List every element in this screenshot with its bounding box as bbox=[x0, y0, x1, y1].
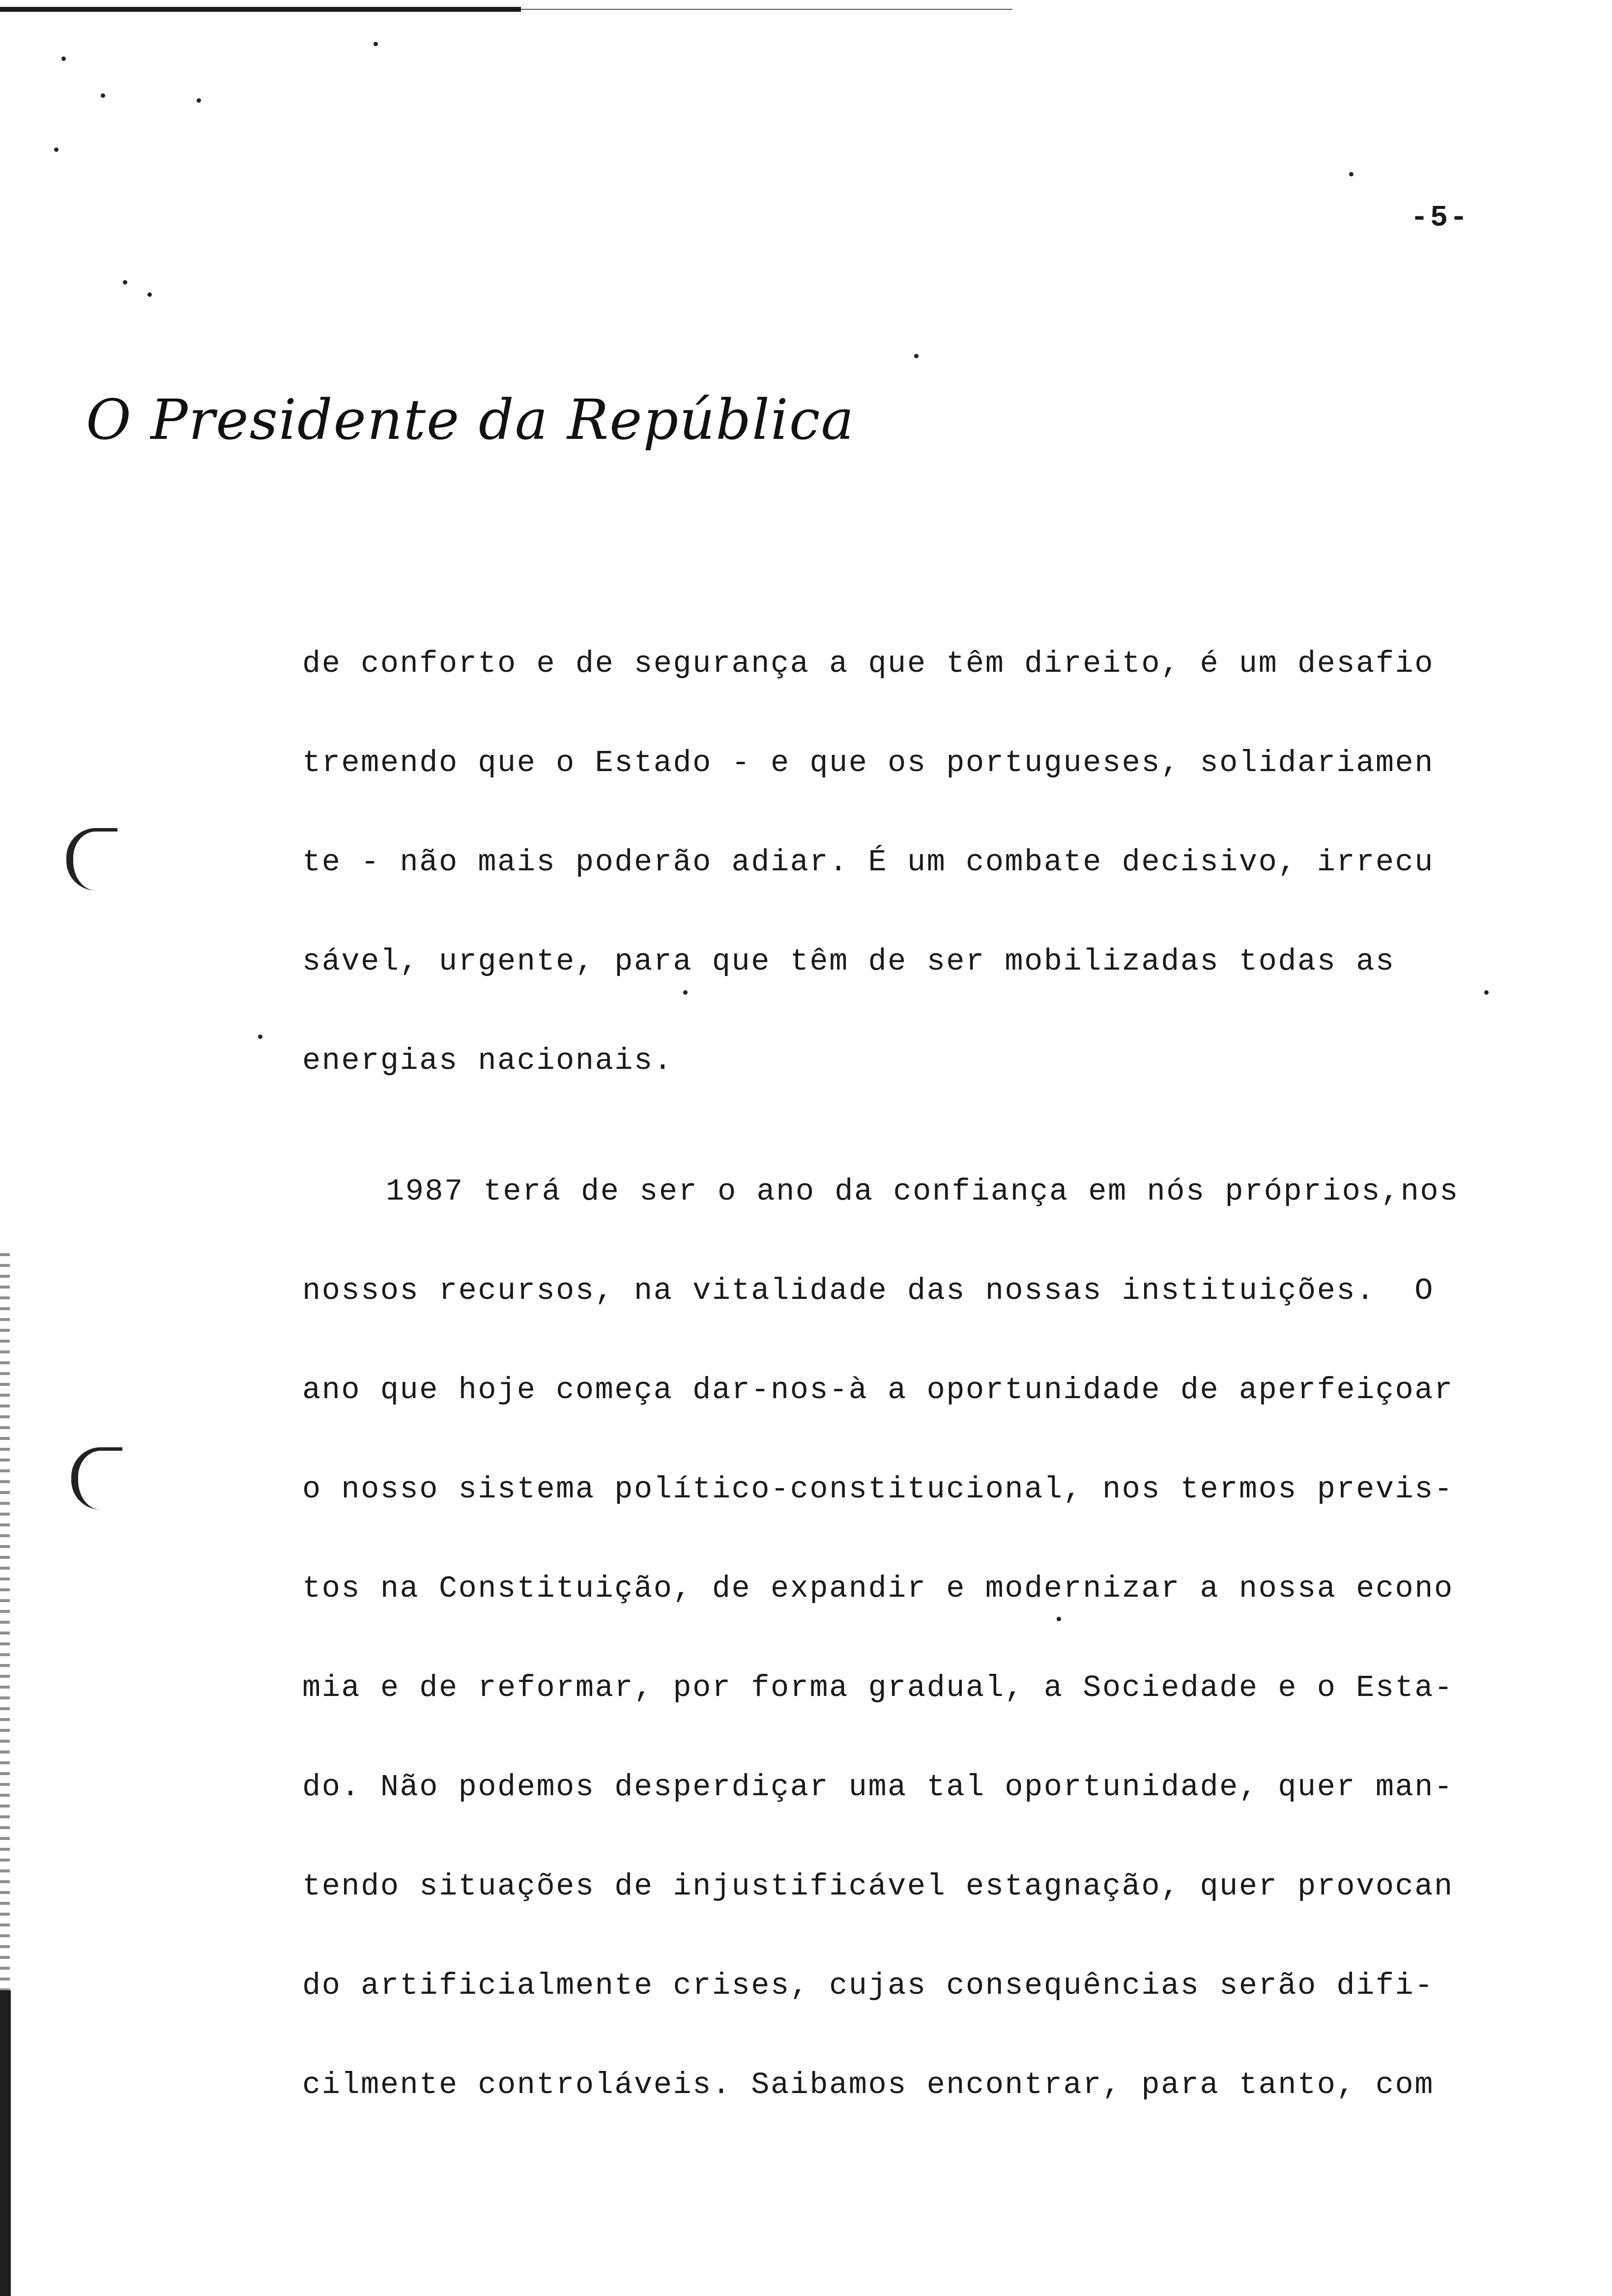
scan-speck bbox=[1349, 172, 1353, 176]
scan-speck bbox=[123, 280, 127, 285]
text-line: tos na Constituição, de expandir e modernizar a nossa econo bbox=[302, 1571, 1454, 1606]
text-line: do artificialmente crises, cujas consequências serão difi- bbox=[302, 1968, 1434, 2003]
text-line: cilmente controláveis. Saibamos encontrar, para tanto, com bbox=[302, 2067, 1434, 2102]
text-line: do. Não podemos desperdiçar uma tal oportunidade, quer man- bbox=[302, 1770, 1454, 1805]
scan-speck bbox=[374, 42, 378, 46]
text-line: 1987 terá de ser o ano da confiança em nós próprios,nos bbox=[386, 1174, 1459, 1209]
text-line: o nosso sistema político-constitucional, nos termos previs- bbox=[302, 1472, 1454, 1507]
scan-speck bbox=[197, 98, 201, 103]
letter-body bbox=[302, 614, 1482, 2135]
scan-speck bbox=[54, 147, 58, 152]
text-line: ano que hoje começa dar-nos-à a oportunidade de aperfeiçoar bbox=[302, 1373, 1454, 1407]
top-rule-thin bbox=[521, 9, 1012, 10]
page-number: -5- bbox=[1410, 201, 1470, 235]
scan-speck bbox=[914, 354, 919, 358]
margin-punch-mark bbox=[71, 1447, 122, 1510]
paragraph-gap bbox=[302, 1111, 1482, 1142]
text-line: de conforto e de segurança a que têm direito, é um desafio bbox=[302, 646, 1434, 681]
letterhead-title: O Presidente da República bbox=[86, 388, 855, 452]
text-line: te - não mais poderão adiar. É um combate decisivo, irrecu bbox=[302, 845, 1434, 880]
scan-speck bbox=[1484, 990, 1489, 995]
scan-speck bbox=[61, 57, 66, 61]
scan-speck bbox=[258, 1034, 262, 1039]
top-rule bbox=[0, 7, 521, 12]
scan-speck bbox=[101, 93, 105, 98]
text-line: energias nacionais. bbox=[302, 1043, 673, 1078]
binding-edge-dark bbox=[0, 1990, 11, 2296]
text-line: mia e de reformar, por forma gradual, a Sociedade e o Esta- bbox=[302, 1670, 1454, 1705]
scan-speck bbox=[147, 292, 152, 297]
text-line: tremendo que o Estado - e que os portugueses, solidariamen bbox=[302, 746, 1434, 780]
margin-punch-mark bbox=[66, 828, 117, 890]
text-line: nossos recursos, na vitalidade das nossas instituições. O bbox=[302, 1273, 1434, 1308]
text-line: sável, urgente, para que têm de ser mobilizadas todas as bbox=[302, 944, 1395, 979]
text-line: tendo situações de injustificável estagnação, quer provocan bbox=[302, 1869, 1454, 1904]
